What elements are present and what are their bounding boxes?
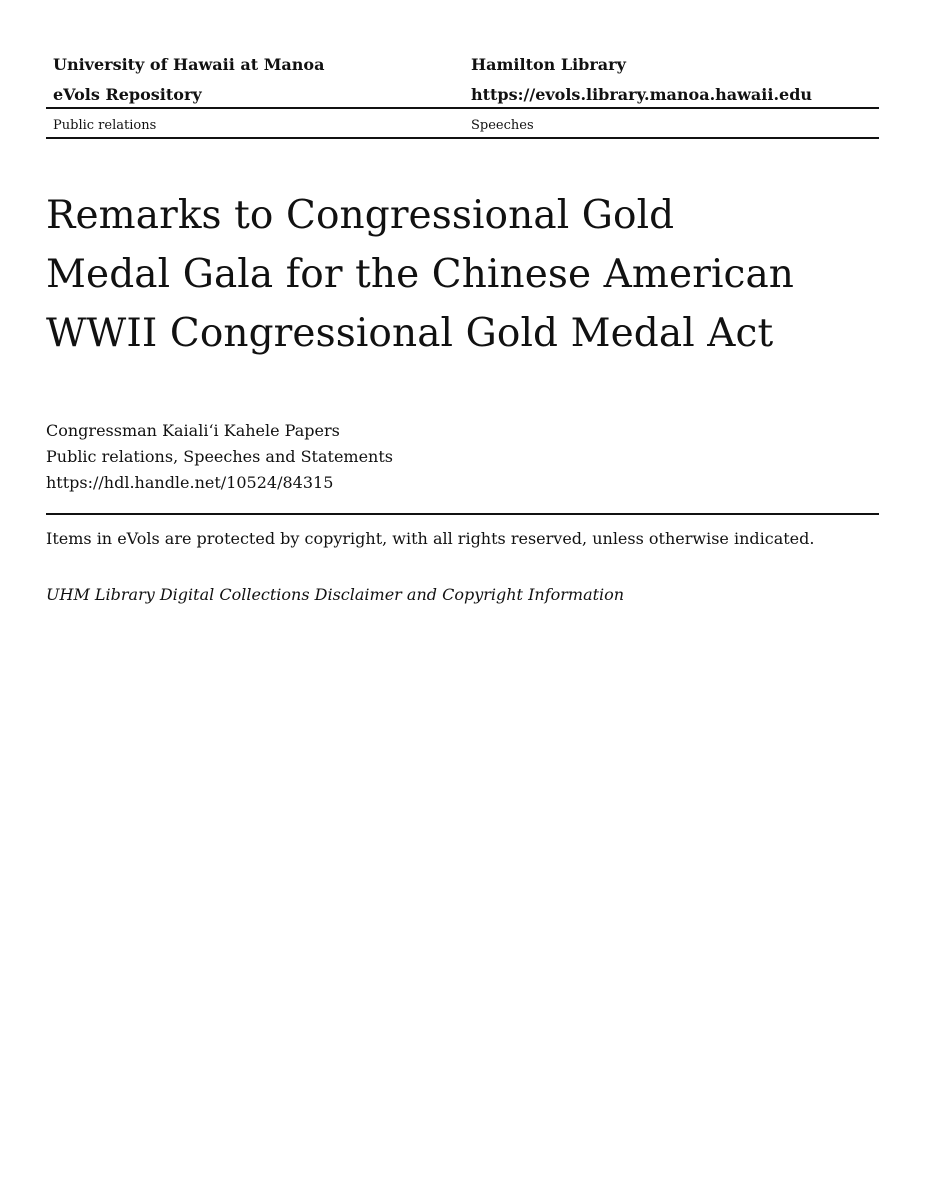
repository-header (46, 52, 879, 108)
repository-url-link[interactable]: https://evols.library.manoa.hawaii.edu (471, 85, 813, 104)
title-line: WWII Congressional Gold Medal Act (46, 311, 774, 356)
library-name: Hamilton Library (471, 55, 626, 74)
disclaimer-link[interactable]: UHM Library Digital Collections Disclaimer and Copyright Information (46, 585, 625, 604)
header-row-repository (46, 82, 879, 108)
institution-name: University of Hawaii at Manoa (53, 55, 325, 74)
title-line: Remarks to Congressional Gold (46, 193, 675, 238)
handle-link[interactable]: https://hdl.handle.net/10524/84315 (46, 473, 334, 492)
copyright-notice: Items in eVols are protected by copyright, with all rights reserved, unless otherwise indicated. (46, 529, 815, 548)
series-name: Public relations, Speeches and Statements (46, 447, 393, 466)
title-line: Medal Gala for the Chinese American (46, 252, 795, 297)
subject-speeches: Speeches (471, 118, 534, 133)
document-title (46, 186, 826, 363)
document-page (46, 0, 879, 1200)
info-divider (46, 513, 879, 515)
header-divider (46, 107, 879, 109)
subject-divider (46, 137, 879, 139)
subject-public-relations: Public relations (53, 118, 157, 133)
header-row-institution (46, 52, 879, 82)
repository-name: eVols Repository (53, 85, 202, 104)
document-info (46, 418, 393, 496)
collection-name: Congressman Kaiali‘i Kahele Papers (46, 421, 340, 440)
